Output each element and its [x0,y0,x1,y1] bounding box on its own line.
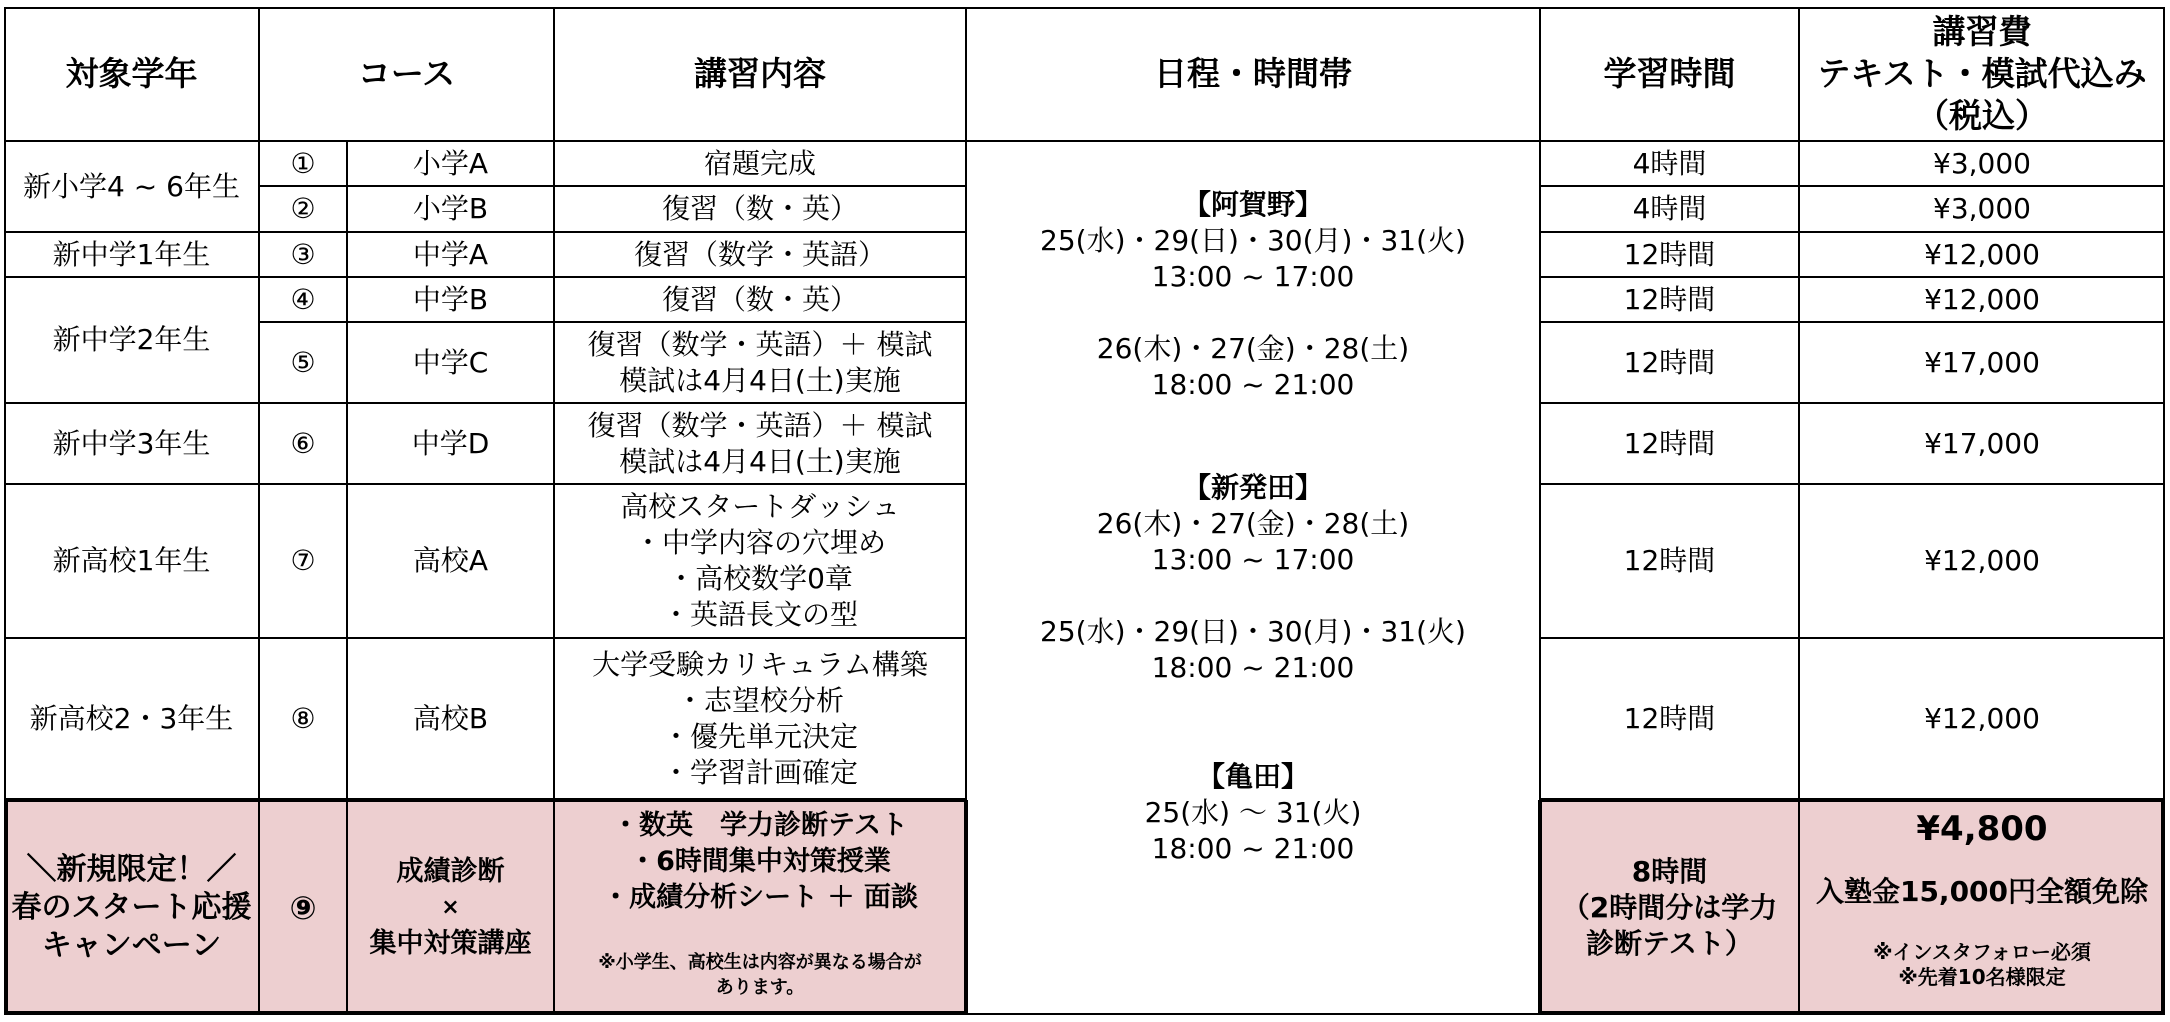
course-content [554,232,966,277]
course-content [554,638,966,800]
content-line: ・英語長文の型 [661,598,858,631]
campaign-grade-line3: キャンペーン [41,927,222,963]
course-content [554,186,966,232]
grade-elementary: 新小学4 ~ 6年生 [23,169,240,203]
content-line: 復習（数学・英語） [633,237,886,271]
schedule-line: 25(水) 〜 31(火) [1144,796,1362,829]
row-number: ⑦ [290,544,316,577]
course-fee: ¥3,000 [1933,192,2031,225]
table-border [1540,1011,2165,1015]
schedule-line: 26(木)・27(金)・28(土) [1096,507,1410,540]
table-border [4,798,966,802]
table-border [553,7,555,1015]
schedule-block [966,759,1540,867]
course-fee: ¥17,000 [1924,345,2040,379]
content-line: ・優先単元決定 [661,720,858,753]
course-name: 中学A [412,237,489,271]
campaign-course [347,800,554,1015]
study-hours: 12時間 [1623,702,1716,735]
course-name: 高校A [412,544,489,577]
table-border [1798,7,1800,1015]
table-border [1540,185,2165,187]
study-hours: 12時間 [1623,426,1716,460]
content-line: 復習（数・英） [661,282,858,316]
header-schedule: 日程・時間帯 [1154,54,1352,93]
schedule-line: 18:00 ~ 21:00 [1151,832,1355,865]
header-fee-line2: テキスト・模試代込み [1817,54,2147,93]
course-name: 中学D [411,426,490,460]
course-fee: ¥17,000 [1924,426,2040,460]
row-number: ① [290,146,316,180]
campaign-content-line1: ・数英 学力診断テスト [612,810,908,841]
course-name: 小学B [412,192,489,225]
course-content [554,484,966,638]
row-number: ⑥ [290,426,316,460]
study-hours: 12時間 [1623,237,1716,271]
grade-jh3: 新中学3年生 [52,426,211,460]
course-name: 小学A [412,146,489,180]
course-table [4,7,2165,1015]
course-content [554,322,966,403]
content-line: 復習（数・英） [661,192,858,225]
study-hours: 12時間 [1623,544,1716,577]
study-hours: 12時間 [1623,345,1716,379]
campaign-grade-line2: 春のスタート応援 [11,889,252,925]
campaign-course-line1: 成績診断 [396,855,505,887]
table-border [2161,800,2165,1015]
schedule-line: 13:00 ~ 17:00 [1151,543,1355,576]
table-border [259,185,966,187]
table-border [259,321,966,323]
course-name: 中学C [412,345,489,379]
course-name: 高校B [412,702,489,735]
course-fee: ¥3,000 [1933,146,2031,180]
schedule-cell [966,141,1540,1015]
campaign-fee-price: ¥4,800 [1916,809,2048,849]
course-name: 中学B [412,282,489,316]
campaign-note-line1: ※小学生、高校生は内容が異なる場合が [598,952,922,973]
table-border [346,141,348,1015]
table-border [1540,402,2165,404]
campaign-course-line3: 集中対策講座 [369,927,532,959]
course-fee: ¥12,000 [1924,702,2040,735]
content-line: 模試は4月4日(土)実施 [619,444,901,478]
header-fee [1799,7,2165,141]
campaign-hours-line3: 診断テスト） [1586,926,1753,960]
campaign-hours-line1: 8時間 [1631,854,1708,888]
header-fee-line1: 講習費 [1932,12,2032,51]
campaign-course-line2: × [441,894,460,920]
schedule-location: 【亀田】 [1196,760,1309,793]
table-border [4,800,8,1015]
table-border [4,7,2165,9]
campaign-fee-small1: ※インスタフォロー必須 [1873,940,2091,964]
content-line: 復習（数学・英語）＋ 模試 [587,408,933,442]
campaign-fee-small2: ※先着10名様限定 [1898,965,2066,989]
table-border [4,231,966,233]
header-hours: 学習時間 [1603,54,1736,93]
table-border [1540,798,2165,802]
table-border [1540,637,2165,639]
content-line: 復習（数学・英語）＋ 模試 [587,327,933,361]
header-course: コース [357,54,456,93]
grade-hs23: 新高校2・3年生 [29,702,234,735]
campaign-grade [4,800,259,1015]
campaign-content [554,800,966,1015]
table-border [4,637,966,639]
schedule-line: 25(水)・29(日)・30(月)・31(火) [1040,224,1466,257]
schedule-block [966,187,1540,403]
campaign-hours-line2: （2時間分は学力 [1561,890,1778,924]
campaign-num: ⑨ [289,888,317,927]
table-border [4,140,2165,142]
content-line: 模試は4月4日(土)実施 [619,363,901,397]
schedule-line: 13:00 ~ 17:00 [1151,260,1355,293]
table-border [1540,321,2165,323]
campaign-grade-line1: ＼新規限定！／ [26,851,237,887]
row-number: ② [290,192,316,225]
campaign-note-line2: あります。 [715,977,805,998]
study-hours: 12時間 [1623,282,1716,316]
header-content: 講習内容 [694,54,826,93]
campaign-hours [1540,800,1799,1015]
table-border [4,402,966,404]
table-border [4,276,966,278]
campaign-fee [1799,800,2165,1015]
campaign-fee-note: 入塾金15,000円全額免除 [1815,875,2149,908]
table-border [4,1011,966,1015]
content-line: ・学習計画確定 [661,756,858,789]
study-hours: 4時間 [1632,146,1707,180]
course-fee: ¥12,000 [1924,282,2040,316]
campaign-content-line2: ・6時間集中対策授業 [629,846,891,877]
campaign-content-line3: ・成績分析シート ＋ 面談 [602,882,918,913]
table-border [4,483,966,485]
course-content [554,277,966,322]
table-border [1540,231,2165,233]
table-border [1540,483,2165,485]
course-fee: ¥12,000 [1924,544,2040,577]
schedule-line: 18:00 ~ 21:00 [1151,368,1355,401]
row-number: ④ [290,282,316,316]
grade-jh1: 新中学1年生 [52,237,211,271]
schedule-line: 26(木)・27(金)・28(土) [1096,332,1410,365]
schedule-line: 18:00 ~ 21:00 [1151,651,1355,684]
schedule-block [966,470,1540,686]
row-number: ③ [290,237,316,271]
table-border [1540,276,2165,278]
study-hours: 4時間 [1632,192,1707,225]
grade-jh2: 新中学2年生 [52,323,211,356]
header-fee-line3: （税込） [1916,96,2048,135]
grade-hs1: 新高校1年生 [52,544,211,577]
row-number: ⑤ [290,345,316,379]
content-line: 高校スタートダッシュ [620,490,900,523]
content-line: ・志望校分析 [675,684,844,717]
table-border [964,800,968,1015]
content-line: 宿題完成 [703,146,816,180]
content-line: 大学受験カリキュラム構築 [592,648,928,681]
header-grade: 対象学年 [65,54,198,93]
course-fee: ¥12,000 [1924,237,2040,271]
row-number: ⑧ [290,702,316,735]
course-content [554,403,966,484]
content-line: ・中学内容の穴埋め [633,526,886,559]
content-line: ・高校数学0章 [667,562,853,595]
schedule-location: 【新発田】 [1182,471,1323,504]
table-border [1538,800,1542,1015]
course-content [554,141,966,186]
schedule-line: 25(水)・29(日)・30(月)・31(火) [1040,615,1466,648]
schedule-location: 【阿賀野】 [1182,188,1323,221]
table-border [258,7,260,1015]
